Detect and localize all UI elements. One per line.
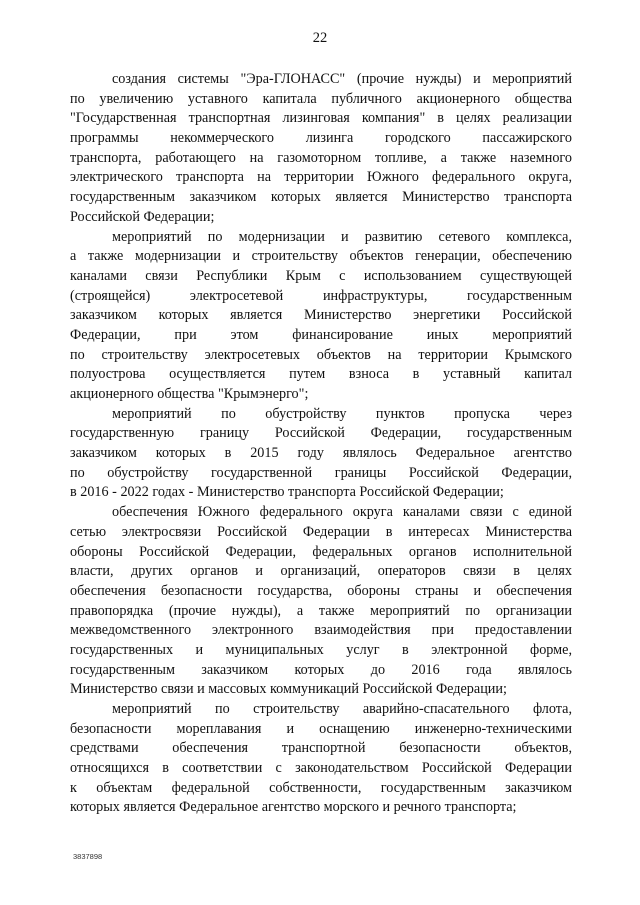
text-line: полуострова осуществляется путем взноса в уставный капитал — [70, 366, 572, 383]
text-line: обороны Российской Федерации, федеральных органов исполнительной — [70, 543, 572, 560]
text-line: к объектам федеральной собственности, государственным заказчиком — [70, 779, 572, 796]
text-line: межведомственного электронного взаимодействия при предоставлении — [70, 622, 572, 639]
text-line: государственным заказчиком которых является Министерство транспорта — [70, 189, 572, 206]
text-line: создания системы "Эра-ГЛОНАСС" (прочие нужды) и мероприятий — [112, 71, 572, 87]
text-line: акционерного общества "Крымэнерго"; — [70, 386, 309, 402]
text-line: мероприятий по строительству аварийно-спасательного флота, — [112, 701, 572, 717]
paragraph — [70, 405, 572, 503]
text-line: обеспечения Южного федерального округа каналами связи с единой — [112, 504, 572, 521]
text-line: сетью электросвязи Российской Федерации в интересах Министерства — [70, 523, 572, 540]
text-line: государственную границу Российской Федерации, государственным — [70, 425, 572, 442]
text-line: а также модернизации и строительству объектов генерации, обеспечению — [70, 248, 572, 265]
text-line: транспорта, работающего на газомоторном топливе, а также наземного — [70, 149, 572, 166]
text-line: обеспечения безопасности государства, обороны страны и обеспечения — [70, 582, 572, 599]
paragraph — [70, 228, 572, 405]
text-line: (строящейся) электросетевой инфраструктуры, государственным — [70, 287, 572, 304]
text-line: Министерство связи и массовых коммуникаций Российской Федерации; — [70, 681, 507, 698]
paragraph — [70, 700, 572, 818]
text-line: мероприятий по модернизации и развитию сетевого комплекса, — [112, 228, 572, 245]
document-body — [70, 70, 572, 818]
text-line: безопасности мореплавания и оснащению инженерно-техническими — [70, 720, 572, 737]
text-line: в 2016 - 2022 годах - Министерство транспорта Российской Федерации; — [70, 484, 504, 501]
paragraph — [70, 70, 572, 228]
text-line: программы некоммерческого лизинга городского пассажирского — [70, 130, 572, 147]
text-line: власти, других органов и организаций, операторов связи в целях — [70, 563, 572, 580]
paragraph — [70, 503, 572, 700]
text-line: заказчиком которых в 2015 году являлось Федеральное агентство — [70, 445, 572, 462]
document-id: 3837898 — [73, 852, 103, 861]
text-line: государственных и муниципальных услуг в электронной форме, — [70, 641, 572, 658]
text-line: по увеличению уставного капитала публичного акционерного общества — [70, 90, 572, 107]
text-line: государственным заказчиком которых до 2016 года являлось — [70, 661, 572, 678]
text-line: заказчиком которых является Министерство энергетики Российской — [70, 307, 572, 324]
text-line: электрического транспорта на территории Южного федерального округа, — [70, 169, 572, 186]
text-line: "Государственная транспортная лизинговая компания" в целях реализации — [70, 110, 572, 127]
text-line: каналами связи Республики Крым с использованием существующей — [70, 267, 572, 284]
text-line: мероприятий по обустройству пунктов пропуска через — [112, 405, 572, 422]
text-line: относящихся в соответствии с законодательством Российской Федерации — [70, 760, 572, 777]
text-line: Российской Федерации; — [70, 208, 215, 225]
text-line: по обустройству государственной границы Российской Федерации, — [70, 464, 572, 481]
text-line: правопорядка (прочие нужды), а также мероприятий по организации — [70, 602, 572, 619]
text-line: по строительству электросетевых объектов на территории Крымского — [70, 346, 572, 363]
text-line: Федерации, при этом финансирование иных мероприятий — [70, 326, 572, 343]
text-line: которых является Федеральное агентство морского и речного транспорта; — [70, 799, 517, 816]
page-number: 22 — [312, 30, 328, 46]
text-line: средствами обеспечения транспортной безопасности объектов, — [70, 740, 572, 757]
